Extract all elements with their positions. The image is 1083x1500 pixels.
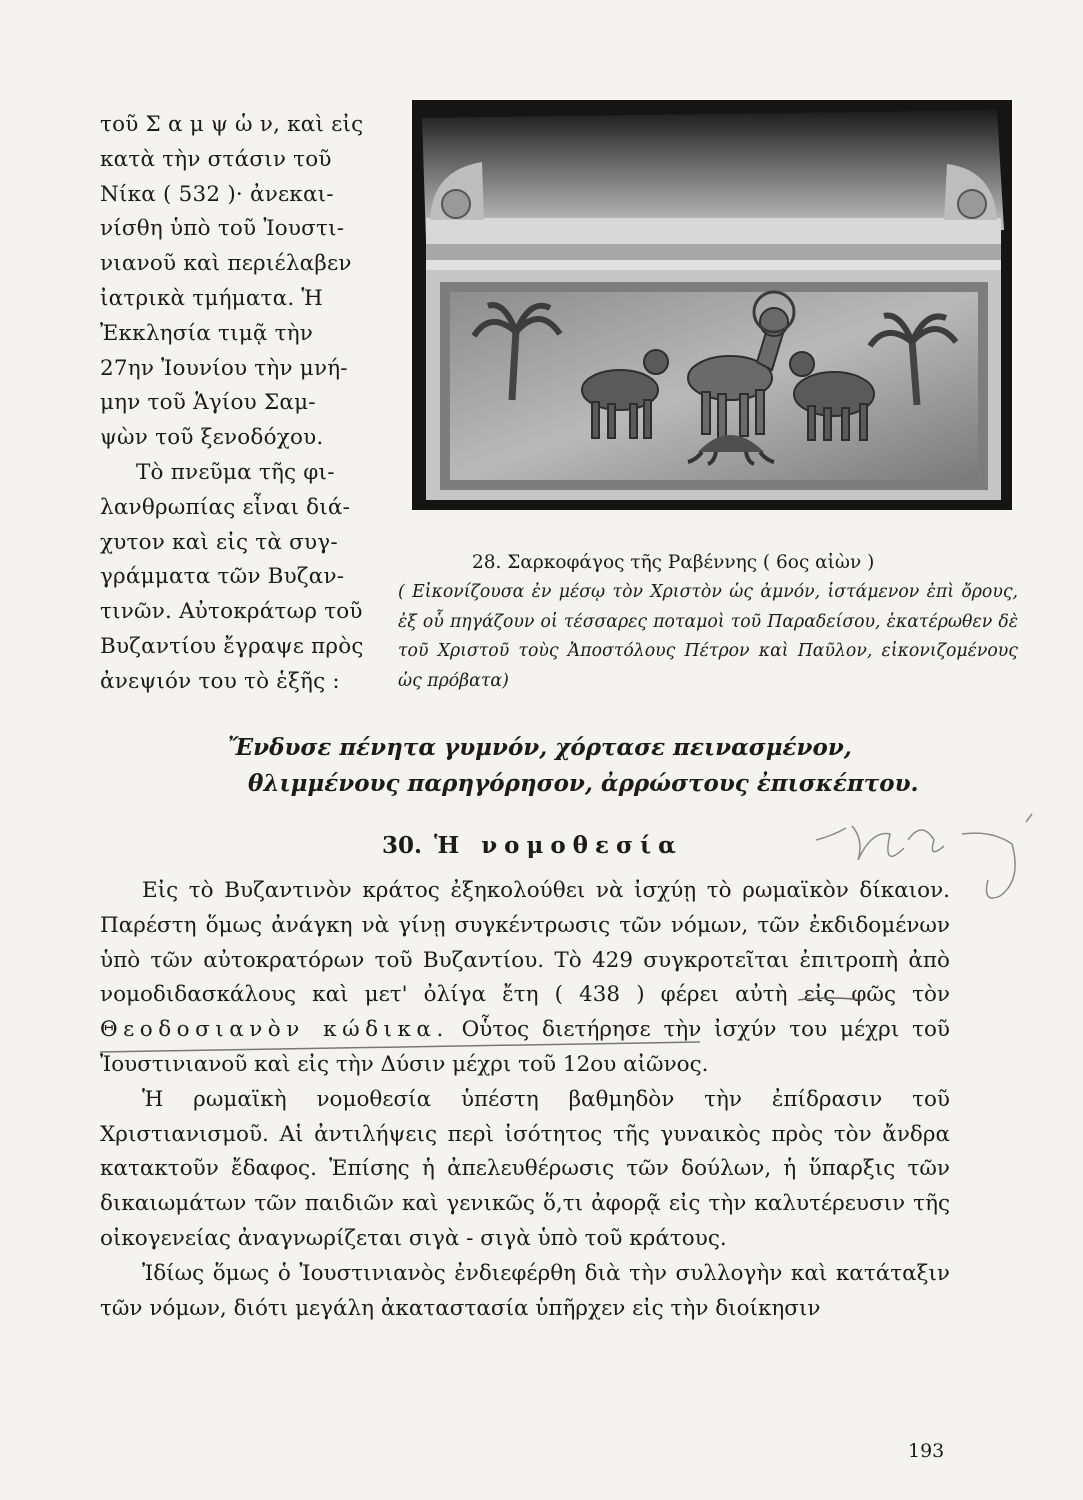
quote-line: θλιμμένους παρηγόρησον, ἀρρώστους ἐπισκέπτου. [248,770,919,797]
text-line: τοῦ Σ α μ ψ ὡ ν, καὶ εἰς [100,112,364,137]
left-column-text [100,108,385,700]
caption-title: 28. Σαρκοφάγος τῆς Ραβέννης ( 6ος αἰὼν ) [472,552,875,573]
sarcophagus-photo [412,100,1012,510]
spaced-term: Θεοδοσιανὸν κώδικα. [100,1017,449,1043]
paragraph: Ἡ ρωμαϊκὴ νομοθεσία ὑπέστη βαθμηδὸν τὴν ἐπίδρασιν τοῦ Χριστιανισμοῦ. Αἱ ἀντιλήψεις περὶ ἰσότητος τῆς γυναικὸς πρὸς τὸν ἄνδρα κατακτοῦν ἔδαφος. Ἐπίσης ἡ ἀπελευθέρωσις τῶν δούλων, ἡ ὕπαρξις τῶν δικαιωμάτων τῶν παιδιῶν καὶ γενικῶς ὅ,τι ἀφορᾷ εἰς τὴν καλυτέρευσιν τῆς οἰκογενείας ἀναγνωρίζεται σιγὰ - σιγὰ ὑπὸ τοῦ κράτους. [100,1086,950,1251]
paragraph: Ἰδίως ὅμως ὁ Ἰουστινιανὸς ἐνδιεφέρθη διὰ τὴν συλλογὴν καὶ κατάταξιν τῶν νόμων, διότι μεγάλη ἀκαταστασία ὑπῆρχεν εἰς τὴν διοίκησιν [100,1260,950,1321]
paragraph-text: Εἰς τὸ Βυζαντινὸν κράτος ἐξηκολούθει νὰ ἰσχύῃ τὸ ρωμαϊκὸν δίκαιον. Παρέστη ὅμως ἀνάγκη νὰ γίνῃ συγκέντρωσις τῶν νόμων, τῶν ἐκδιδομένων ὑπὸ τῶν αὐτοκρατόρων τοῦ Βυζαντίου. Τὸ 429 συγκροτεῖται ἐπιτροπὴ ἀπὸ νομοδιδασκάλους καὶ μετ' ὀλίγα ἔτη ( 438 ) φέρει αὐτὴ εἰς φῶς τὸν [100,878,950,1008]
text-line: Νίκα ( 532 )· ἀνεκαι- [100,181,334,207]
text-line: λανθρωπίας εἶναι διά- [100,494,351,520]
text-line: ἀνεψιόν του τὸ ἑξῆς : [100,668,340,694]
text-line: νιανοῦ καὶ περιέλαβεν [100,251,352,277]
text-line: ψὼν τοῦ ξενοδόχου. [100,425,324,451]
paragraph-text: Οὗτος διετήρησε τὴν ἰσχύν του μέχρι τοῦ Ἰουστινιανοῦ καὶ εἰς τὴν Δύσιν μέχρι τοῦ 12ου αἰῶνος. [100,1017,950,1077]
section-title: Ἡ νομοθεσία [434,832,683,859]
quote-line: Ἔνδυσε πένητα γυμνόν, χόρτασε πεινασμένον, [228,734,852,761]
pencil-scribble [812,800,1042,910]
text-line: Ἐκκλησία τιμᾷ τὴν [100,320,314,346]
text-line: ἰατρικὰ τμήματα. Ἡ [100,285,323,311]
text-line: νίσθη ὑπὸ τοῦ Ἰουστι- [100,216,345,242]
page-number: 193 [908,1440,945,1462]
section-heading [382,828,822,864]
section-number: 30. [382,832,423,859]
text-line: Βυζαντίου ἔγραψε πρὸς [100,633,364,659]
text-line: τινῶν. Αὐτοκράτωρ τοῦ [100,599,363,625]
text-line: κατὰ τὴν στάσιν τοῦ [100,146,332,172]
text-line: Τὸ πνεῦμα τῆς φι- [136,459,335,485]
body-text [100,874,950,1326]
caption-description: ( Εἰκονίζουσα ἐν μέσῳ τὸν Χριστὸν ὡς ἀμνόν, ἱστάμενον ἐπὶ ὄρους, ἐξ οὗ πηγάζουν οἱ τέσσαρες ποταμοὶ τοῦ Παραδείσου, ἑκατέρωθεν δὲ τοῦ Χριστοῦ τοὺς Ἀποστόλους Πέτρον καὶ Παῦλον, εἰκονιζομένους ὡς πρόβατα) [398,582,1018,691]
text-line: μην τοῦ Ἁγίου Σαμ- [100,390,316,416]
text-line: γράμματα τῶν Βυζαν- [100,564,345,590]
text-line: χυτον καὶ εἰς τὰ συγ- [100,529,338,555]
text-line: 27ην Ἰουνίου τὴν μνή- [100,355,348,381]
figure-caption [398,548,1018,696]
emperor-quote [228,730,919,802]
